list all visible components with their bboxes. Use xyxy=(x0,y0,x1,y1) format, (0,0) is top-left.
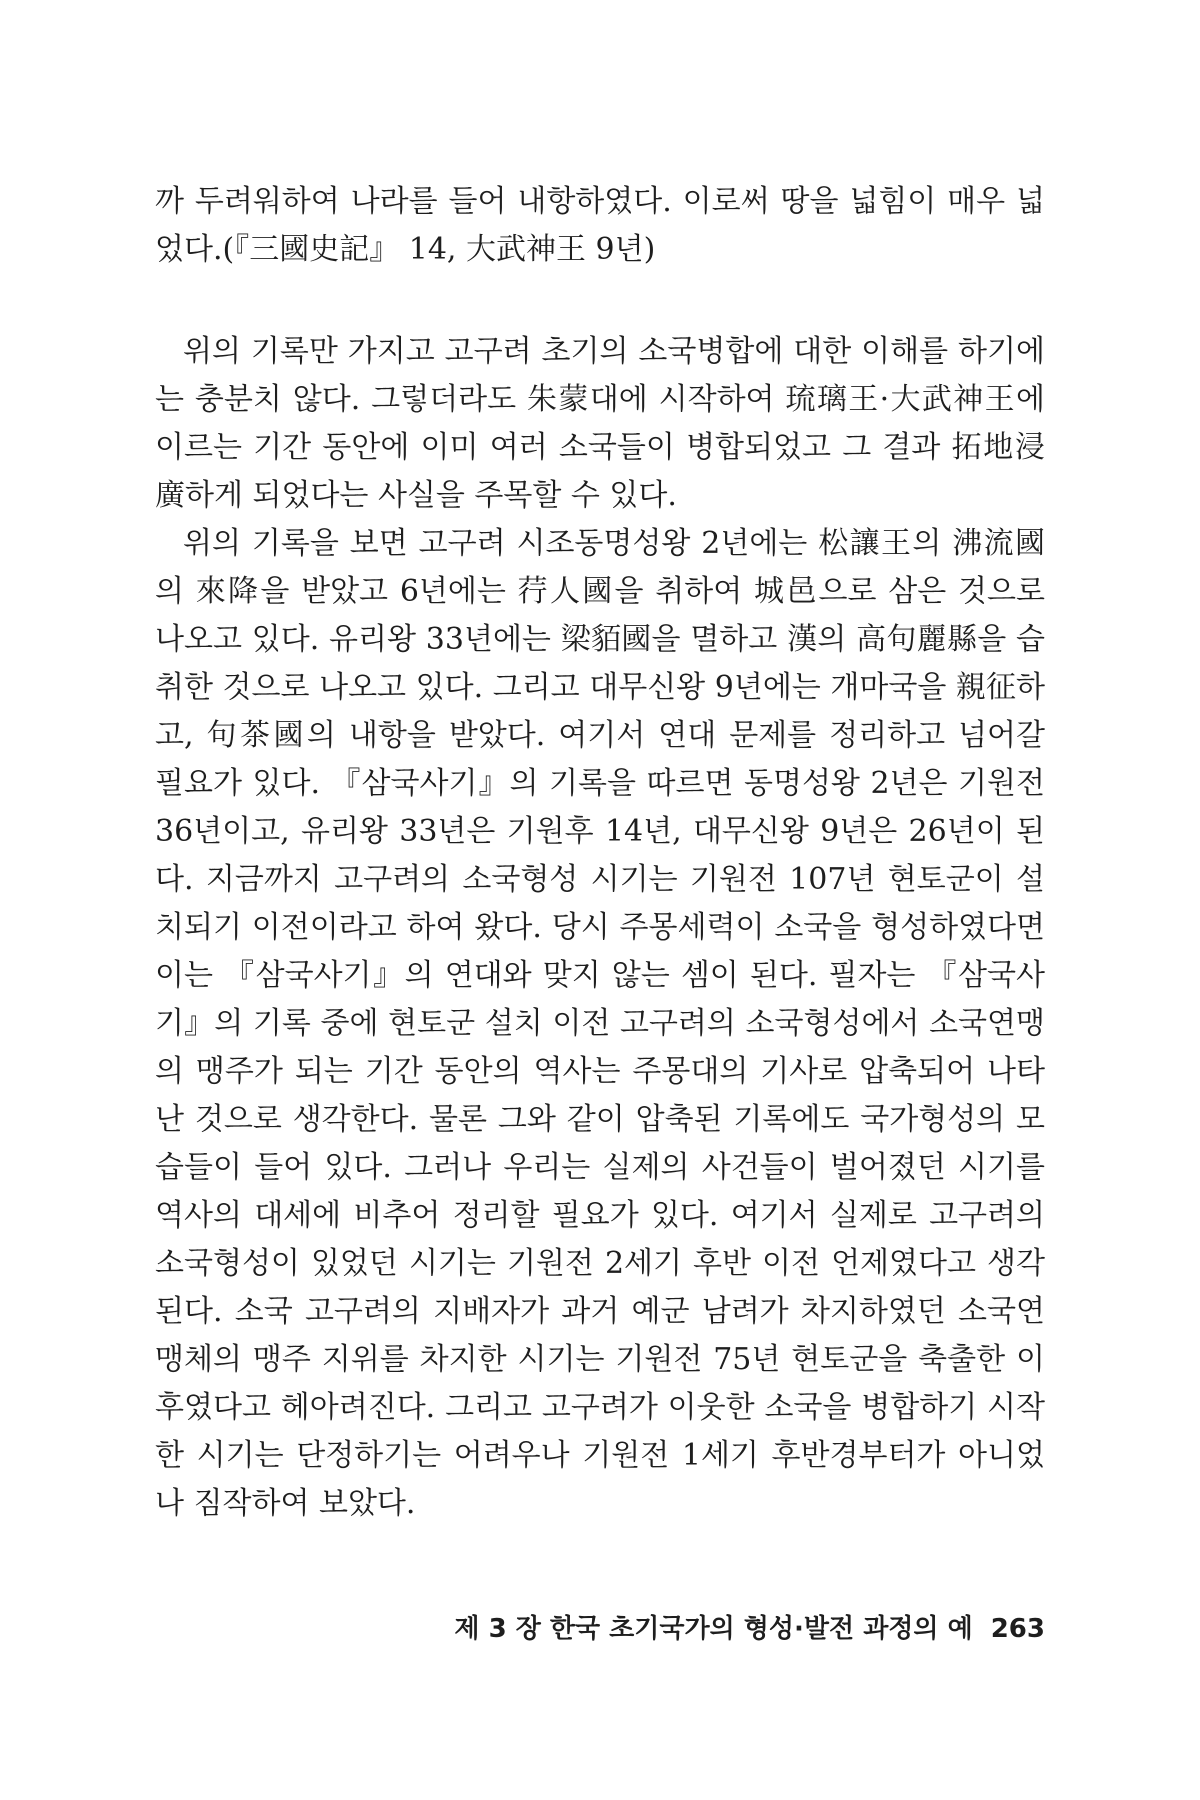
paragraph-chronology-discussion: 위의 기록을 보면 고구려 시조동명성왕 2년에는 松讓王의 沸流國의 來降을 받았고 6년에는 荇人國을 취하여 城邑으로 삼은 것으로 나오고 있다. 유리왕 33년에는 梁貊國을 멸하고 漢의 高句麗縣을 습취한 것으로 나오고 있다. 그리고 대무신왕 9년에는 개마국을 親征하고, 句茶國의 내항을 받았다. 여기서 연대 문제를 정리하고 넘어갈 필요가 있다. 『삼국사기』의 기록을 따르면 동명성왕 2년은 기원전 36년이고, 유리왕 33년은 기원후 14년, 대무신왕 9년은 26년이 된다. 지금까지 고구려의 소국형성 시기는 기원전 107년 현토군이 설치되기 이전이라고 하여 왔다. 당시 주몽세력이 소국을 형성하였다면 이는 『삼국사기』의 연대와 맞지 않는 셈이 된다. 필자는 『삼국사기』의 기록 중에 현토군 설치 이전 고구려의 소국형성에서 소국연맹의 맹주가 되는 기간 동안의 역사는 주몽대의 기사로 압축되어 나타난 것으로 생각한다. 물론 그와 같이 압축된 기록에도 국가형성의 모습들이 들어 있다. 그러나 우리는 실제의 사건들이 벌어졌던 시기를 역사의 대세에 비추어 정리할 필요가 있다. 여기서 실제로 고구려의 소국형성이 있었던 시기는 기원전 2세기 후반 이전 언제였다고 생각된다. 소국 고구려의 지배자가 과거 예군 남려가 차지하였던 소국연맹체의 맹주 지위를 차지한 시기는 기원전 75년 현토군을 축출한 이후였다고 헤아려진다. 그리고 고구려가 이웃한 소국을 병합하기 시작한 시기는 단정하기는 어려우나 기원전 1세기 후반경부터가 아니었나 짐작하여 보았다. xyxy=(155,526,1045,1521)
paragraph-gap xyxy=(155,274,1045,328)
running-head: 제 3 장 한국 초기국가의 형성·발전 과정의 예 xyxy=(454,1614,973,1644)
paragraph-annexation-summary: 위의 기록만 가지고 고구려 초기의 소국병합에 대한 이해를 하기에는 충분치 않다. 그렇더라도 朱蒙대에 시작하여 琉璃王·大武神王에 이르는 기간 동안에 이미 여러 소국들이 병합되었고 그 결과 拓地浸廣하게 되었다는 사실을 주목할 수 있다. xyxy=(155,334,1045,513)
paragraph-quote-end: 까 두려워하여 나라를 들어 내항하였다. 이로써 땅을 넓힘이 매우 넓었다.(『三國史記』 14, 大武神王 9년) xyxy=(155,184,1045,267)
page-number: 263 xyxy=(990,1614,1045,1644)
body-text xyxy=(155,178,1045,1528)
page-footer xyxy=(454,1608,1045,1645)
